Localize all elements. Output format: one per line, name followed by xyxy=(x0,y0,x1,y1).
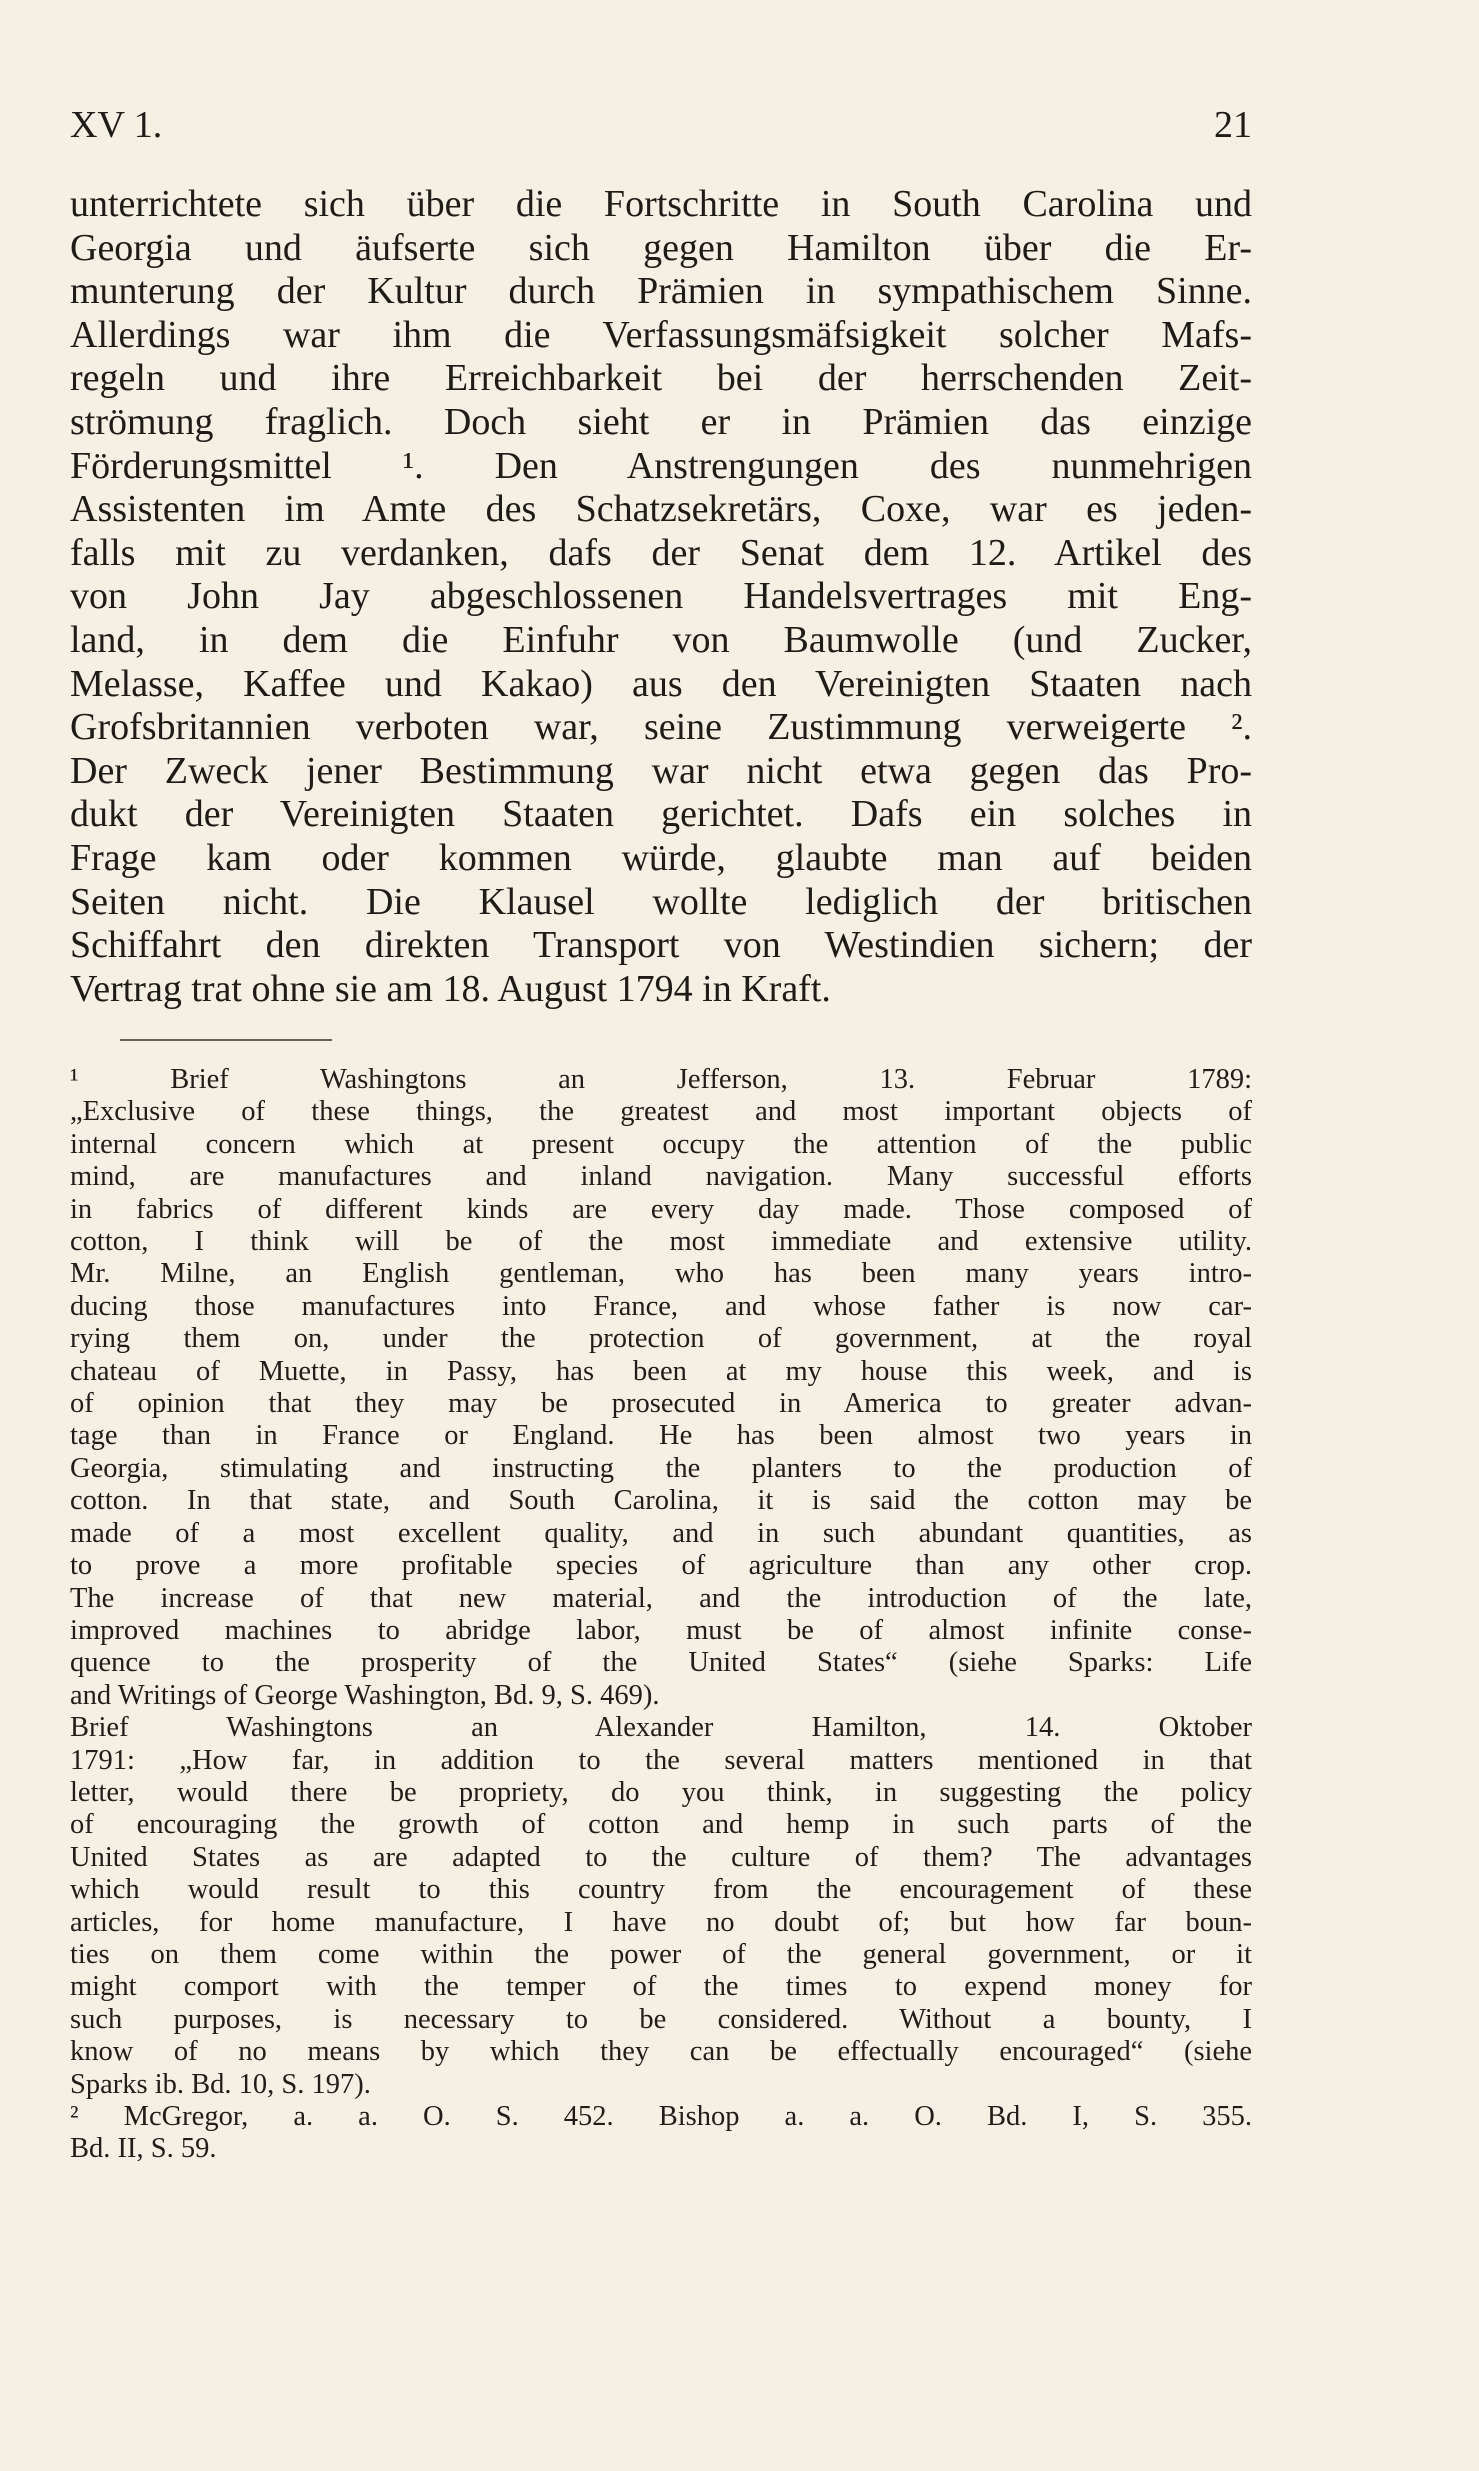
body-line: strömung fraglich. Doch sieht er in Prämien das einzige xyxy=(70,400,1252,443)
footnote-line: cotton, I think will be of the most immediate and extensive utility. xyxy=(70,1226,1252,1258)
footnote-line: ¹ Brief Washingtons an Jefferson, 13. Februar 1789: xyxy=(70,1064,1252,1095)
footnote-line: improved machines to abridge labor, must be of almost infinite conse- xyxy=(70,1614,1252,1646)
footnote-line: ² McGregor, a. a. O. S. 452. Bishop a. a. O. Bd. I, S. 355. xyxy=(70,2101,1252,2132)
footnote-line: articles, for home manufacture, I have no doubt of; but how far boun- xyxy=(70,1906,1252,1938)
body-line: munterung der Kultur durch Prämien in sympathischem Sinne. xyxy=(70,270,1252,313)
body-line: von John Jay abgeschlossenen Handelsvertrages mit Eng- xyxy=(70,575,1252,618)
footnote-line: such purposes, is necessary to be considered. Without a bounty, I xyxy=(70,2003,1252,2035)
body-line: Vertrag trat ohne sie am 18. August 1794 in Kraft. xyxy=(70,967,831,1010)
footnote-line: which would result to this country from the encouragement of these xyxy=(70,1874,1252,1906)
footnote-line: and Writings of George Washington, Bd. 9, S. 469). xyxy=(70,1679,660,1711)
body-line: Assistenten im Amte des Schatzsekretärs, Coxe, war es jeden- xyxy=(70,488,1252,531)
body-line: falls mit zu verdanken, dafs der Senat dem 12. Artikel des xyxy=(70,531,1252,574)
body-line: Förderungsmittel ¹. Den Anstrengungen des nunmehrigen xyxy=(70,444,1252,487)
footnote-line: of encouraging the growth of cotton and hemp in such parts of the xyxy=(70,1809,1252,1841)
footnote-divider xyxy=(120,1039,332,1041)
footnote-line: ducing those manufactures into France, and whose father is now car- xyxy=(70,1290,1252,1322)
footnote-line: Brief Washingtons an Alexander Hamilton, 14. Oktober xyxy=(70,1712,1252,1744)
body-line: regeln und ihre Erreichbarkeit bei der herrschenden Zeit- xyxy=(70,357,1252,400)
footnote-line: ties on them come within the power of the general government, or it xyxy=(70,1938,1252,1970)
page-header xyxy=(70,102,1252,148)
footnote-line: in fabrics of different kinds are every day made. Those composed of xyxy=(70,1193,1252,1225)
footnotes xyxy=(70,1064,1252,2166)
footnote-line: The increase of that new material, and the introduction of the late, xyxy=(70,1582,1252,1614)
body-line: Der Zweck jener Bestimmung war nicht etwa gegen das Pro- xyxy=(70,749,1252,792)
footnote-line: tage than in France or England. He has been almost two years in xyxy=(70,1420,1252,1452)
page-number: 21 xyxy=(1214,104,1252,146)
footnote-line: rying them on, under the protection of government, at the royal xyxy=(70,1323,1252,1355)
footnote-line: chateau of Muette, in Passy, has been at my house this week, and is xyxy=(70,1355,1252,1387)
body-line: unterrichtete sich über die Fortschritte in South Carolina und xyxy=(70,183,1252,225)
main-paragraph xyxy=(70,183,1252,1011)
footnote-line: might comport with the temper of the times to expend money for xyxy=(70,1971,1252,2003)
body-line: Allerdings war ihm die Verfassungsmäfsigkeit solcher Mafs- xyxy=(70,313,1252,356)
footnote-line: United States as are adapted to the culture of them? The advantages xyxy=(70,1841,1252,1873)
footnote-line: Sparks ib. Bd. 10, S. 197). xyxy=(70,2068,371,2100)
footnote-line: know of no means by which they can be effectually encouraged“ (siehe xyxy=(70,2036,1252,2068)
footnote-line: 1791: „How far, in addition to the several matters mentioned in that xyxy=(70,1744,1252,1776)
body-line: Schiffahrt den direkten Transport von Westindien sichern; der xyxy=(70,924,1252,967)
body-line: land, in dem die Einfuhr von Baumwolle (und Zucker, xyxy=(70,618,1252,661)
footnote-line: Georgia, stimulating and instructing the planters to the production of xyxy=(70,1452,1252,1484)
footnote-line: letter, would there be propriety, do you think, in suggesting the policy xyxy=(70,1776,1252,1808)
footnote-line: to prove a more profitable species of agriculture than any other crop. xyxy=(70,1550,1252,1582)
footnote-line: quence to the prosperity of the United States“ (siehe Sparks: Life xyxy=(70,1647,1252,1679)
footnote-line: of opinion that they may be prosecuted in America to greater advan- xyxy=(70,1388,1252,1420)
body-line: Georgia und äufserte sich gegen Hamilton über die Er- xyxy=(70,226,1252,269)
footnote-line: internal concern which at present occupy the attention of the public xyxy=(70,1128,1252,1160)
footnote-line: made of a most excellent quality, and in such abundant quantities, as xyxy=(70,1517,1252,1549)
section-number: XV 1. xyxy=(70,104,163,146)
footnote-line: mind, are manufactures and inland navigation. Many successful efforts xyxy=(70,1161,1252,1193)
body-line: Seiten nicht. Die Klausel wollte lediglich der britischen xyxy=(70,880,1252,923)
body-line: Grofsbritannien verboten war, seine Zustimmung verweigerte ². xyxy=(70,706,1252,749)
footnote-line: cotton. In that state, and South Carolina, it is said the cotton may be xyxy=(70,1485,1252,1517)
footnote-line: Mr. Milne, an English gentleman, who has been many years intro- xyxy=(70,1258,1252,1290)
body-line: Frage kam oder kommen würde, glaubte man auf beiden xyxy=(70,836,1252,879)
body-line: Melasse, Kaffee und Kakao) aus den Vereinigten Staaten nach xyxy=(70,662,1252,705)
footnote-line: Bd. II, S. 59. xyxy=(70,2133,217,2165)
body-line: dukt der Vereinigten Staaten gerichtet. Dafs ein solches in xyxy=(70,793,1252,836)
footnote-line: „Exclusive of these things, the greatest and most important objects of xyxy=(70,1096,1252,1128)
